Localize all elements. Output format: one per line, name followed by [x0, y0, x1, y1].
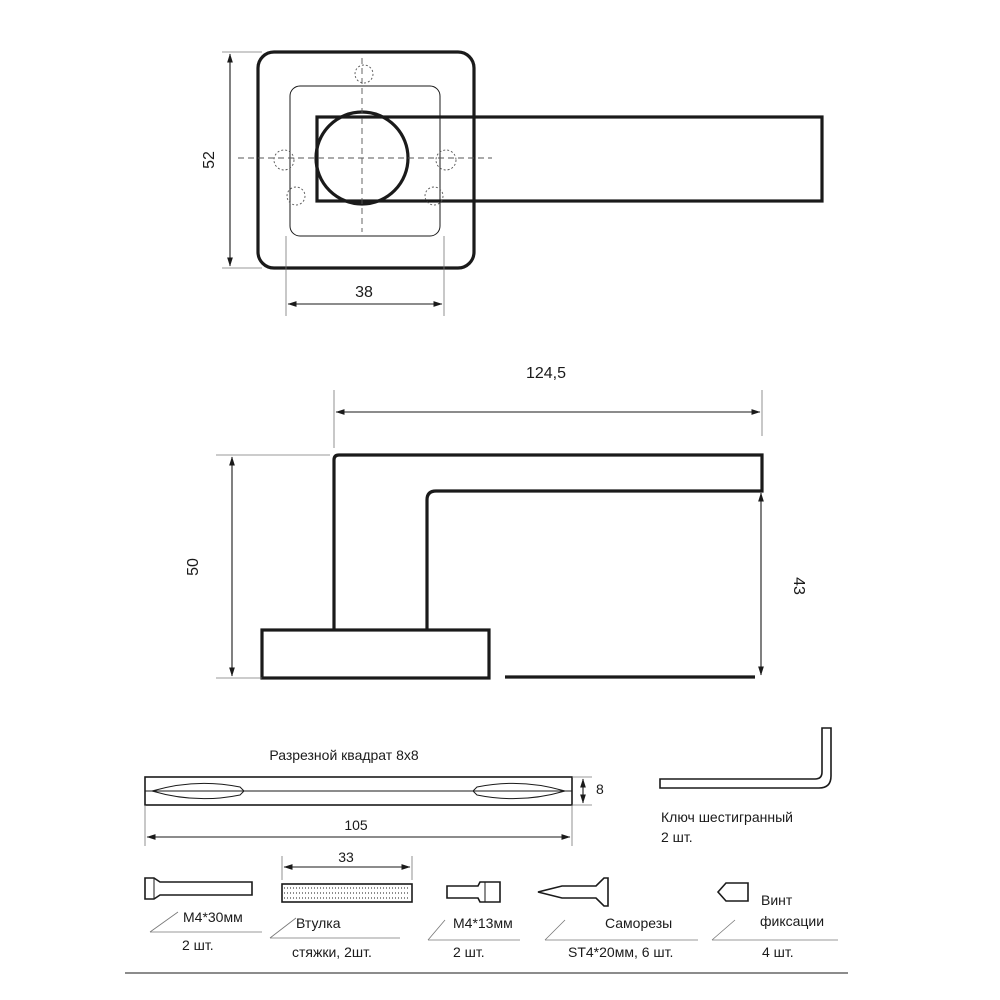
fixing-hole-right [436, 150, 456, 170]
screw-m4x30-qty: 2 шт. [182, 937, 214, 953]
side-length-dim: 124,5 [525, 365, 567, 382]
side-view [185, 365, 807, 678]
sleeve-name: Втулка [296, 915, 341, 931]
hex-key-qty: 2 шт. [661, 829, 693, 845]
lever-side-profile [334, 455, 762, 630]
self-tapping-qty: ST4*20мм, 6 шт. [568, 944, 674, 960]
screw-m4x13-qty: 2 шт. [453, 944, 485, 960]
screw-m4x30-name: М4*30мм [183, 909, 243, 925]
lever-height-dim: 43 [790, 577, 807, 595]
hex-key-group [660, 728, 831, 845]
screw-m4x30-group [145, 878, 262, 953]
fixing-hole-top [355, 65, 373, 83]
set-screw-qty: 4 шт. [762, 944, 794, 960]
screw-m4x13-icon [447, 882, 500, 902]
set-screw-name-2: фиксации [760, 913, 825, 929]
spindle-size-dim: 8 [596, 781, 604, 797]
spindle-group [145, 747, 604, 846]
sleeve-group [270, 849, 412, 960]
top-width-dim: 38 [355, 284, 373, 301]
side-height-dim: 50 [185, 558, 202, 576]
screw-m4x13-group [428, 882, 520, 960]
top-height-dim: 52 [201, 151, 218, 169]
sleeve-qty: стяжки, 2шт. [292, 944, 372, 960]
self-tapping-name: Саморезы [605, 915, 673, 931]
sleeve-length-dim: 33 [338, 849, 354, 865]
hex-key-icon [660, 728, 831, 788]
self-tapping-screw-icon [538, 878, 608, 906]
spindle-title: Разрезной квадрат 8x8 [269, 747, 419, 763]
lever-top-outline [317, 117, 822, 201]
set-screw-icon [718, 883, 748, 901]
set-screw-name-1: Винт [761, 892, 793, 908]
fixing-hole-left [274, 150, 294, 170]
hex-key-label: Ключ шестигранный [661, 809, 793, 825]
top-view [201, 52, 822, 316]
spindle-length-dim: 105 [344, 817, 368, 833]
screw-m4x30-icon [145, 878, 252, 899]
set-screw-group [712, 883, 838, 960]
base-rosette [262, 630, 489, 678]
self-tapping-group [538, 878, 698, 960]
screw-m4x13-name: М4*13мм [453, 915, 513, 931]
rosette-inner-square [290, 86, 440, 236]
